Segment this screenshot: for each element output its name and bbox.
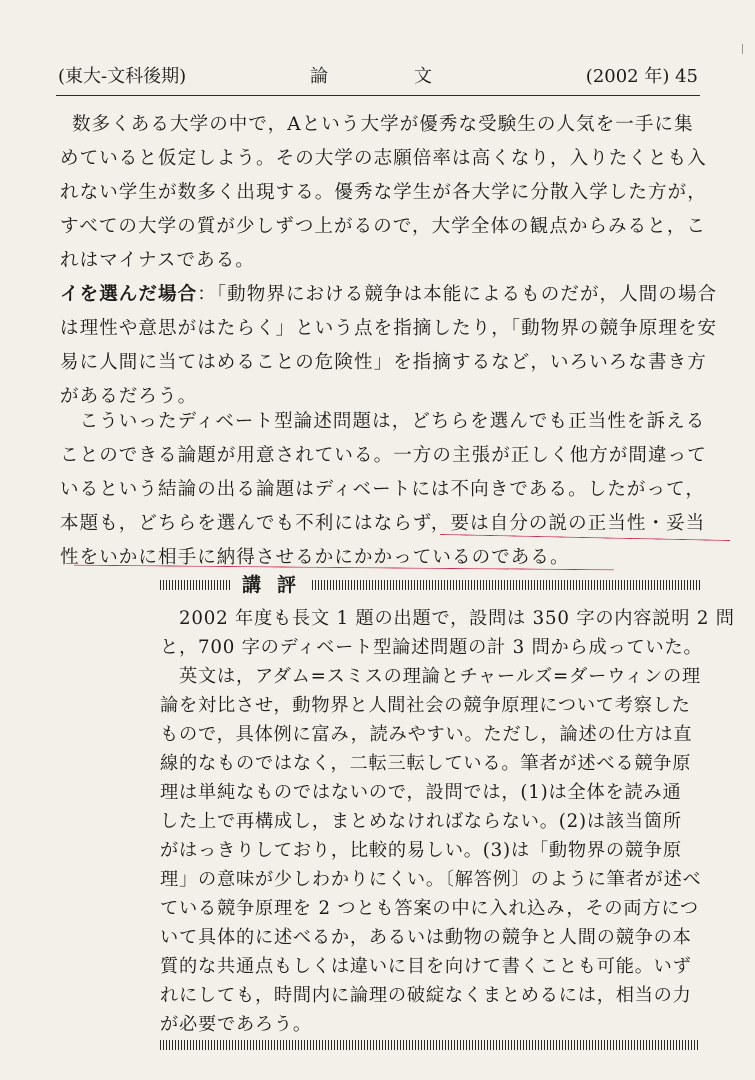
text-line: ことのできる論題が用意されている。一方の主張が正しく他方が間違って bbox=[60, 445, 707, 466]
kohyo-header bbox=[160, 574, 700, 596]
text-line: れはマイナスである。 bbox=[60, 250, 255, 271]
text-line: 本題も，どちらを選んでも不利にはならず，要は自分の説の正当性・妥当 bbox=[60, 513, 706, 534]
text-line: 論を対比させ，動物界と人間社会の競争原理について考察した bbox=[160, 695, 691, 716]
text-line: めていると仮定しよう。その大学の志願倍率は高くなり，入りたくとも入 bbox=[60, 148, 707, 169]
text-line: した上で再構成し，まとめなければならない。(2)は該当箇所 bbox=[160, 811, 682, 832]
text-line: れない学生が数多く出現する。優秀な学生が各大学に分散入学した方が， bbox=[60, 182, 707, 203]
text-line: 2002 年度も長文 1 題の出題で，設問は 350 字の内容説明 2 問 bbox=[160, 608, 735, 629]
case-b-label: イを選んだ場合 bbox=[60, 284, 198, 305]
case-b-first-line bbox=[60, 278, 717, 312]
text-line: もので，具体例に富み，読みやすい。ただし，論述の仕方は直 bbox=[160, 724, 693, 745]
case-b-first-text: ：「動物界における競争は本能によるものだが，人間の場合 bbox=[197, 284, 718, 305]
text-line: 理は単純なものではないので，設問では，(1)は全体を読み通 bbox=[160, 782, 682, 803]
kohyo-title: 講評 bbox=[242, 574, 313, 596]
text-line: ている競争原理を 2 つとも答案の中に入れ込み，その両方につ bbox=[160, 898, 699, 919]
text-line: 質的な共通点もしくは違いに目を向けて書くことも可能。いず bbox=[160, 956, 692, 977]
text-line: いるという結論の出る論題はディベートには不向きである。したがって， bbox=[60, 479, 705, 500]
scan-speck bbox=[742, 44, 743, 54]
text-line: は理性や意思がはたらく」という点を指摘したり，「動物界の競争原理を安 bbox=[60, 318, 718, 339]
text-line: すべての大学の質が少しずつ上がるので，大学全体の観点からみると，こ bbox=[60, 216, 707, 237]
text-line: があるだろう。 bbox=[60, 386, 198, 407]
text-line: 易に人間に当てはめることの危険性」を指摘するなど，いろいろな書き方 bbox=[60, 352, 707, 373]
text-line: こういったディベート型論述問題は，どちらを選んでも正当性を訴える bbox=[60, 411, 706, 432]
text-line: 線的なものではなく，二転三転している。筆者が述べる競争原 bbox=[160, 753, 692, 774]
header-rule bbox=[56, 95, 700, 96]
page-header bbox=[58, 62, 698, 96]
hatch-rule-left bbox=[160, 580, 232, 590]
header-source: (東大-文科後期) bbox=[58, 66, 187, 87]
text-line: れにしても，時間内に論理の破綻なくまとめるには，相当の力 bbox=[160, 985, 692, 1006]
text-line: 理」の意味が少しわかりにくい。〔解答例〕のように筆者が述べ bbox=[160, 869, 702, 890]
text-line: が必要であろう。 bbox=[160, 1014, 312, 1035]
text-line: 数多くある大学の中で，Aという大学が優秀な受験生の人気を一手に集 bbox=[72, 114, 694, 135]
header-title-1: 論 bbox=[310, 66, 328, 87]
header-title-2: 文 bbox=[414, 66, 432, 87]
hatch-rule-bottom bbox=[160, 1040, 700, 1050]
text-line: がはっきりしており，比較的易しい。(3)は「動物界の競争原 bbox=[160, 840, 682, 861]
text-line: 性をいかに相手に納得させるかにかかっているのである。 bbox=[60, 547, 570, 568]
header-year-page: (2002 年) 45 bbox=[585, 66, 698, 87]
text-line: 英文は，アダム=スミスの理論とチャールズ=ダーウィンの理 bbox=[160, 666, 701, 687]
text-line: いて具体的に述べるか，あるいは動物の競争と人間の競争の本 bbox=[160, 927, 692, 948]
hatch-rule-right bbox=[312, 580, 700, 590]
text-line: と，700 字のディベート型論述問題の計 3 問から成っていた。 bbox=[160, 637, 703, 658]
